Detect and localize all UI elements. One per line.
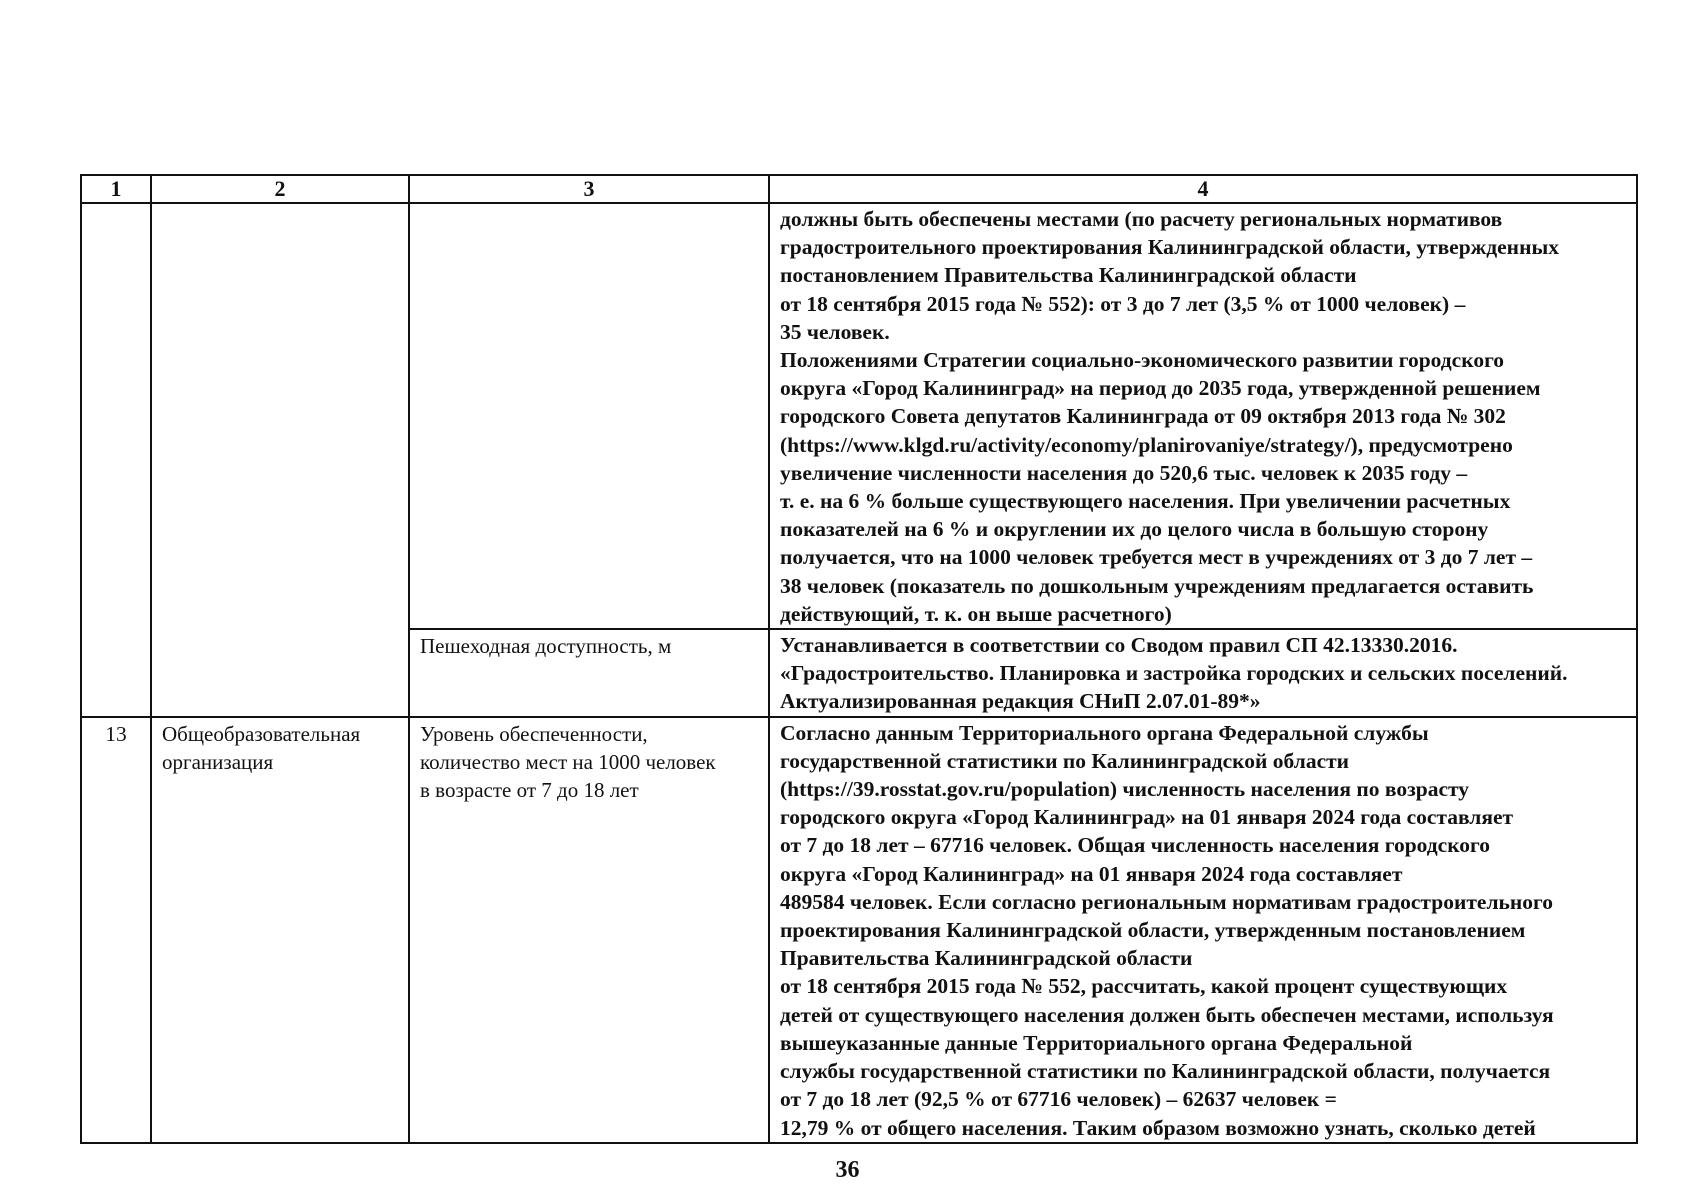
text-line: округа «Город Калининград» на период до 2035 года, утвержденной решением [780,376,1541,401]
page-number: 36 [835,1157,860,1183]
justification-cell [769,717,1637,1143]
text-line: государственной статистики по Калининградской области [780,748,1350,773]
text-line: количество мест на 1000 человек [420,749,716,774]
text-line: организация [162,749,274,774]
text-line: Пешеходная доступность, м [420,634,672,659]
text-line: Положениями Стратегии социально-экономического развитии городского [780,348,1505,373]
text-line: «Градостроительство. Планировка и застройка городских и сельских поселений. [780,661,1568,686]
row-number-cell [81,717,151,1143]
text-line: вышеуказанные данные Территориального органа Федеральной [780,1030,1413,1055]
text-line: Актуализированная редакция СНиП 2.07.01-89*» [780,689,1261,714]
table-header-row [81,175,1637,203]
text-line: Уровень обеспеченности, [420,721,648,746]
column-header-3: 3 [409,175,769,203]
text-line: должны быть обеспечены местами (по расчету региональных нормативов [780,207,1503,231]
text-line: проектирования Калининградской области, утвержденным постановлением [780,918,1526,943]
justification-cell [769,203,1637,629]
text-line: градостроительного проектирования Калининградской области, утвержденных [780,235,1559,260]
justification-cell [769,629,1637,717]
text-line: от 18 сентября 2015 года № 552, рассчитать, какой процент существующих [780,974,1508,999]
text-line: Устанавливается в соответствии со Сводом правил СП 42.13330.2016. [780,633,1458,658]
text-line: Правительства Калининградской области [780,946,1193,971]
text-line: 12,79 % от общего населения. Таким образом возможно узнать, сколько детей [780,1115,1536,1140]
indicator-cell [409,629,769,717]
text-line: от 18 сентября 2015 года № 552): от 3 до 7 лет (3,5 % от 1000 человек) – [780,291,1466,316]
text-line: от 7 до 18 лет (92,5 % от 67716 человек) – 62637 человек = [780,1087,1337,1112]
text-line: службы государственной статистики по Калининградской области, получается [780,1059,1551,1084]
text-line: 489584 человек. Если согласно региональным нормативам градостроительного [780,889,1554,914]
column-header-2: 2 [151,175,409,203]
text-line: постановлением Правительства Калининградской области [780,263,1357,288]
text-line: увеличение численности населения до 520,6 тыс. человек к 2035 году – [780,460,1468,485]
text-line: от 7 до 18 лет – 67716 человек. Общая численность населения городского [780,833,1491,858]
text-line: действующий, т. к. он выше расчетного) [780,601,1172,626]
object-cell [151,203,409,717]
row-number-cell [81,203,151,717]
document-table [80,174,1638,1144]
column-header-4: 4 [769,175,1637,203]
text-line: в возрасте от 7 до 18 лет [420,778,639,803]
text-line: городского Совета депутатов Калининграда от 09 октября 2013 года № 302 [780,404,1506,429]
text-line: (https://39.rosstat.gov.ru/population) численность населения по возрасту [780,777,1470,802]
text-line: Согласно данным Территориального органа Федеральной службы [780,720,1429,745]
text-line: (https://www.klgd.ru/activity/economy/planirovaniye/strategy/), предусмотрено [780,432,1513,457]
column-header-1: 1 [81,175,151,203]
text-line: 38 человек (показатель по дошкольным учреждениям предлагается оставить [780,573,1534,598]
text-line: т. е. на 6 % больше существующего населения. При увеличении расчетных [780,489,1511,514]
text-line: получается, что на 1000 человек требуется мест в учреждениях от 3 до 7 лет – [780,545,1533,570]
text-line: 35 человек. [780,319,890,344]
text-line: показателей на 6 % и округлении их до целого числа в большую сторону [780,517,1489,542]
text-line: округа «Город Калининград» на 01 января 2024 года составляет [780,861,1403,886]
text-line: детей от существующего населения должен быть обеспечен местами, используя [780,1002,1554,1027]
table-row [81,717,1637,1143]
row-number: 13 [105,721,127,746]
indicator-cell [409,717,769,1143]
table-row [81,203,1637,629]
text-line: Общеобразовательная [162,721,361,746]
text-line: городского округа «Город Калининград» на 01 января 2024 года составляет [780,805,1514,830]
object-cell [151,717,409,1143]
indicator-cell [409,203,769,629]
table-body [81,203,1637,1143]
